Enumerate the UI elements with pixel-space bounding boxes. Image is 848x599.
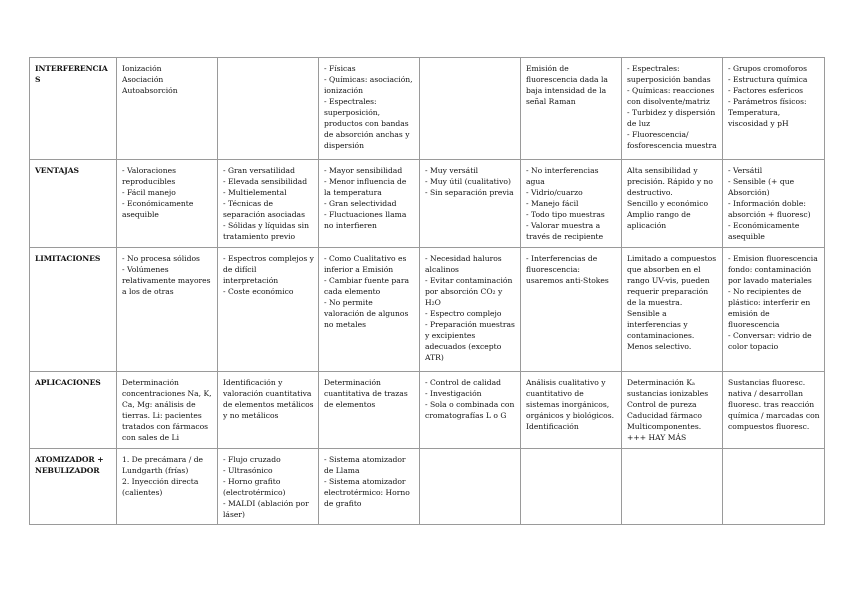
table-cell: [218, 160, 319, 248]
cell-line: - Económicamente asequible: [122, 199, 194, 219]
table-cell: [319, 449, 420, 525]
cell-line: - Como Cualitativo es inferior a Emisión: [324, 254, 407, 274]
table-cell: [622, 449, 723, 525]
cell-line: - Multielemental: [223, 188, 287, 197]
cell-line: - Espectrales: superposición bandas: [627, 64, 711, 84]
cell-line: - Muy útil (cualitativo): [425, 177, 511, 186]
cell-line: Identificación: [526, 422, 579, 431]
cell-line: - Factores esfericos: [728, 86, 804, 95]
cell-line: 2. Inyección directa (calientes): [122, 477, 199, 497]
row-header-text: APLICACIONES: [35, 378, 101, 387]
row-header: [30, 449, 117, 525]
cell-line: - Espectro complejo: [425, 309, 502, 318]
table-cell: [723, 449, 825, 525]
cell-line: - Sensible (+ que Absorción): [728, 177, 795, 197]
table-row: [30, 449, 825, 525]
cell-line: Determinación concentraciones Na, K, Ca, Mg: análisis de tierras. Li: pacientes tratados con fármacos con sales de Li: [122, 378, 212, 442]
cell-line: - Investigación: [425, 389, 482, 398]
table-cell: [218, 449, 319, 525]
table-cell: [622, 372, 723, 449]
table-cell: [319, 372, 420, 449]
table-cell: [420, 372, 521, 449]
cell-line: - Coste económico: [223, 287, 294, 296]
cell-line: Sustancias fluoresc. nativa / desarrollan fluoresc. tras reacción química / marcadas con compuestos fluoresc.: [728, 378, 820, 431]
cell-line: - Químicas: asociación, ionización: [324, 75, 413, 95]
table-cell: [723, 372, 825, 449]
table-row: [30, 160, 825, 248]
table-cell: [420, 449, 521, 525]
cell-line: Sensible a interferencias y contaminaciones.: [627, 309, 695, 340]
cell-line: - Ultrasónico: [223, 466, 273, 475]
cell-line: Menos selectivo.: [627, 342, 692, 351]
row-header-text: INTERFERENCIAS: [35, 64, 108, 84]
row-header-text: NEBULIZADOR: [35, 466, 100, 475]
cell-line: - No interferencias agua: [526, 166, 599, 186]
table-cell: [723, 248, 825, 372]
cell-line: - Gran selectividad: [324, 199, 397, 208]
cell-line: - No permite valoración de algunos no metales: [324, 298, 409, 329]
cell-line: Alta sensibilidad y precisión. Rápido y no destructivo.: [627, 166, 714, 197]
table-cell: [218, 58, 319, 160]
cell-line: - Necesidad haluros alcalinos: [425, 254, 502, 274]
cell-line: - Interferencias de fluorescencia: usaremos anti-Stokes: [526, 254, 609, 285]
cell-line: 1. De precámara / de Lundgarth (frías): [122, 455, 204, 475]
table-cell: [622, 248, 723, 372]
cell-line: Asociación: [122, 75, 164, 84]
cell-line: Determinación cuantitativa de trazas de elementos: [324, 378, 408, 409]
table-cell: [521, 58, 622, 160]
row-header-text: VENTAJAS: [35, 166, 79, 175]
cell-line: - Técnicas de separación asociadas: [223, 199, 305, 219]
cell-line: - Químicas: reacciones con disolvente/matriz: [627, 86, 715, 106]
cell-line: Ionización: [122, 64, 162, 73]
cell-line: Caducidad fármaco: [627, 411, 702, 420]
cell-line: - Sola o combinada con cromatografías L o G: [425, 400, 515, 420]
table-cell: [117, 58, 218, 160]
cell-line: - Evitar contaminación por absorción CO₂ y H₂O: [425, 276, 513, 307]
cell-line: - Horno grafito (electrotérmico): [223, 477, 286, 497]
cell-line: - Estructura química: [728, 75, 808, 84]
table-row: [30, 248, 825, 372]
table-cell: [521, 160, 622, 248]
cell-line: - Gran versatilidad: [223, 166, 295, 175]
cell-line: - Físicas: [324, 64, 356, 73]
cell-line: - Valoraciones reproducibles: [122, 166, 176, 186]
cell-line: - Sin separación previa: [425, 188, 514, 197]
cell-line: +++ HAY MÁS: [627, 433, 687, 442]
cell-line: - Muy versátil: [425, 166, 479, 175]
table-cell: [723, 160, 825, 248]
table-cell: [521, 248, 622, 372]
row-header: [30, 248, 117, 372]
table-cell: [218, 248, 319, 372]
cell-line: - Espectrales: superposición, productos con bandas de absorción anchas y dispersión: [324, 97, 410, 150]
cell-line: Autoabsorción: [122, 86, 178, 95]
row-header: [30, 160, 117, 248]
table-cell: [117, 449, 218, 525]
cell-line: - Volúmenes relativamente mayores a los de otras: [122, 265, 211, 296]
table-cell: [117, 372, 218, 449]
cell-line: - Parámetros físicos: Temperatura, viscosidad y pH: [728, 97, 807, 128]
table-cell: [319, 248, 420, 372]
table-row: [30, 372, 825, 449]
cell-line: Amplio rango de aplicación: [627, 210, 691, 230]
cell-line: - Espectros complejos y de difícil interpretación: [223, 254, 314, 285]
cell-line: Determinación Kₐ sustancias ionizables: [627, 378, 709, 398]
row-header: [30, 372, 117, 449]
cell-line: - Fluctuaciones llama no interfieren: [324, 210, 407, 230]
table-cell: [117, 160, 218, 248]
cell-line: - Emision fluorescencia fondo: contaminación por lavado materiales: [728, 254, 818, 285]
cell-line: - Económicamente asequible: [728, 221, 800, 241]
cell-line: Identificación y valoración cuantitativa de elementos metálicos y no metálicos: [223, 378, 314, 420]
table-cell: [723, 58, 825, 160]
cell-line: - Manejo fácil: [526, 199, 579, 208]
cell-line: Multicomponentes.: [627, 422, 702, 431]
row-header-text: LIMITACIONES: [35, 254, 101, 263]
table-cell: [622, 160, 723, 248]
table-cell: [319, 58, 420, 160]
cell-line: - Menor influencia de la temperatura: [324, 177, 407, 197]
cell-line: - Sistema atomizador electrotérmico: Horno de grafito: [324, 477, 410, 508]
table-cell: [521, 449, 622, 525]
cell-line: - Conversar: vidrio de color topacio: [728, 331, 812, 351]
table-cell: [521, 372, 622, 449]
table-cell: [117, 248, 218, 372]
cell-line: Sencillo y económico: [627, 199, 709, 208]
comparison-table: [29, 57, 825, 525]
cell-line: Emisión de fluorescencia dada la baja intensidad de la señal Raman: [526, 64, 608, 106]
table-cell: [420, 58, 521, 160]
cell-line: - MALDI (ablación por láser): [223, 499, 309, 519]
cell-line: - No procesa sólidos: [122, 254, 200, 263]
cell-line: - Mayor sensibilidad: [324, 166, 403, 175]
table-cell: [218, 372, 319, 449]
cell-line: - Vidrio/cuarzo: [526, 188, 583, 197]
table-row: [30, 58, 825, 160]
cell-line: - Turbidez y dispersión de luz: [627, 108, 716, 128]
cell-line: - Grupos cromoforos: [728, 64, 808, 73]
cell-line: - Flujo cruzado: [223, 455, 281, 464]
cell-line: - Cambiar fuente para cada elemento: [324, 276, 409, 296]
cell-line: - Información doble: absorción + fluoresc): [728, 199, 811, 219]
cell-line: - Preparación muestras y excipientes adecuados (excepto ATR): [425, 320, 515, 362]
cell-line: - No recipientes de plástico: interferir en emisión de fluorescencia: [728, 287, 811, 329]
cell-line: Control de pureza: [627, 400, 697, 409]
cell-line: - Versátil: [728, 166, 763, 175]
table-cell: [420, 160, 521, 248]
cell-line: - Control de calidad: [425, 378, 502, 387]
cell-line: - Sólidas y líquidas sin tratamiento previo: [223, 221, 309, 241]
table-body: [30, 58, 825, 525]
cell-line: Limitado a compuestos que absorben en el rango UV-vis, pueden requerir preparación de la muestra.: [627, 254, 717, 307]
cell-line: - Sistema atomizador de Llama: [324, 455, 406, 475]
table-cell: [420, 248, 521, 372]
cell-line: Análisis cualitativo y cuantitativo de sistemas inorgánicos, orgánicos y biológicos.: [526, 378, 615, 420]
table-cell: [622, 58, 723, 160]
cell-line: - Valorar muestra a través de recipiente: [526, 221, 604, 241]
cell-line: - Todo tipo muestras: [526, 210, 605, 219]
table-cell: [319, 160, 420, 248]
cell-line: - Elevada sensibilidad: [223, 177, 308, 186]
cell-line: - Fluorescencia/ fosforescencia muestra: [627, 130, 717, 150]
cell-line: - Fácil manejo: [122, 188, 176, 197]
row-header-text: ATOMIZADOR +: [35, 455, 104, 464]
row-header: [30, 58, 117, 160]
